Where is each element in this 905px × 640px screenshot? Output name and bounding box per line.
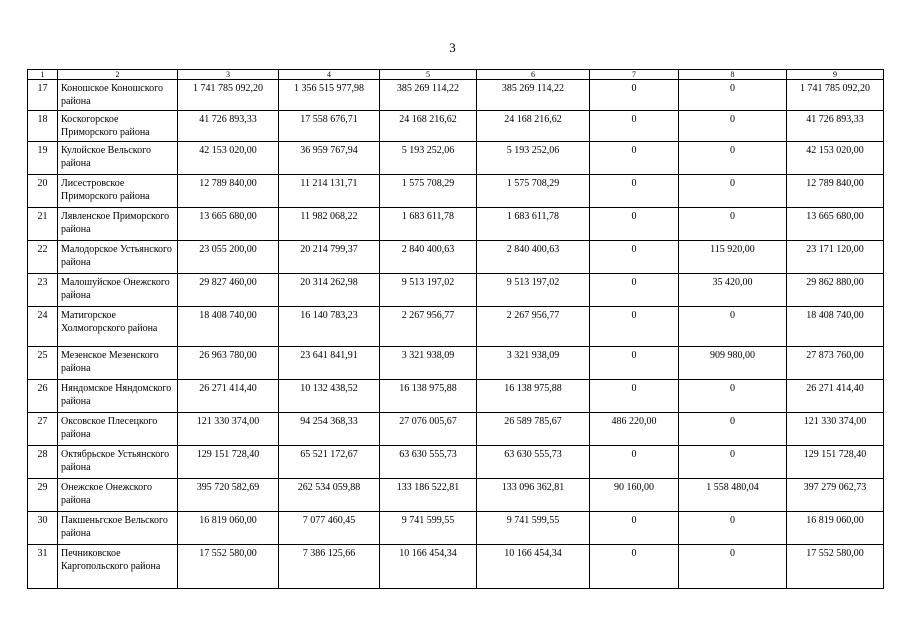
cell-value: 2 840 400,63 bbox=[380, 241, 477, 274]
column-header: 1 bbox=[28, 70, 58, 80]
cell-value: 1 356 515 977,98 bbox=[279, 80, 380, 111]
cell-value: 24 168 216,62 bbox=[380, 111, 477, 142]
row-number: 25 bbox=[28, 347, 58, 380]
cell-value: 29 862 880,00 bbox=[787, 274, 884, 307]
cell-value: 90 160,00 bbox=[590, 479, 679, 512]
cell-value: 10 166 454,34 bbox=[380, 545, 477, 589]
cell-value: 63 630 555,73 bbox=[477, 446, 590, 479]
cell-value: 2 267 956,77 bbox=[380, 307, 477, 347]
table-row bbox=[28, 479, 884, 512]
cell-value: 7 077 460,45 bbox=[279, 512, 380, 545]
row-number: 26 bbox=[28, 380, 58, 413]
cell-value: 7 386 125,66 bbox=[279, 545, 380, 589]
cell-value: 0 bbox=[590, 241, 679, 274]
table-row bbox=[28, 274, 884, 307]
table-row bbox=[28, 446, 884, 479]
cell-value: 0 bbox=[679, 111, 787, 142]
municipality-name: Мезенское Мезенского района bbox=[58, 347, 178, 380]
cell-value: 0 bbox=[679, 512, 787, 545]
page-number: 3 bbox=[449, 40, 456, 55]
cell-value: 11 214 131,71 bbox=[279, 175, 380, 208]
table-row bbox=[28, 413, 884, 446]
table-row bbox=[28, 512, 884, 545]
cell-value: 17 552 580,00 bbox=[178, 545, 279, 589]
cell-value: 16 138 975,88 bbox=[380, 380, 477, 413]
cell-value: 0 bbox=[590, 307, 679, 347]
cell-value: 26 589 785,67 bbox=[477, 413, 590, 446]
cell-value: 9 741 599,55 bbox=[477, 512, 590, 545]
cell-value: 1 558 480,04 bbox=[679, 479, 787, 512]
column-header: 4 bbox=[279, 70, 380, 80]
column-header: 8 bbox=[679, 70, 787, 80]
budget-table bbox=[27, 69, 884, 589]
cell-value: 10 132 438,52 bbox=[279, 380, 380, 413]
cell-value: 0 bbox=[679, 545, 787, 589]
cell-value: 65 521 172,67 bbox=[279, 446, 380, 479]
municipality-name: Малодорское Устьянского района bbox=[58, 241, 178, 274]
cell-value: 0 bbox=[679, 175, 787, 208]
cell-value: 20 314 262,98 bbox=[279, 274, 380, 307]
cell-value: 0 bbox=[590, 446, 679, 479]
cell-value: 23 055 200,00 bbox=[178, 241, 279, 274]
row-number: 29 bbox=[28, 479, 58, 512]
municipality-name: Матигорское Холмогорского района bbox=[58, 307, 178, 347]
cell-value: 23 641 841,91 bbox=[279, 347, 380, 380]
table-row bbox=[28, 208, 884, 241]
municipality-name: Лявленское Приморского района bbox=[58, 208, 178, 241]
cell-value: 133 096 362,81 bbox=[477, 479, 590, 512]
cell-value: 0 bbox=[679, 142, 787, 175]
row-number: 24 bbox=[28, 307, 58, 347]
cell-value: 2 840 400,63 bbox=[477, 241, 590, 274]
municipality-name: Кулойское Вельского района bbox=[58, 142, 178, 175]
column-header: 3 bbox=[178, 70, 279, 80]
column-header: 5 bbox=[380, 70, 477, 80]
municipality-name: Няндомское Няндомского района bbox=[58, 380, 178, 413]
row-number: 17 bbox=[28, 80, 58, 111]
municipality-name: Онежское Онежского района bbox=[58, 479, 178, 512]
cell-value: 42 153 020,00 bbox=[178, 142, 279, 175]
cell-value: 63 630 555,73 bbox=[380, 446, 477, 479]
cell-value: 94 254 368,33 bbox=[279, 413, 380, 446]
table-row bbox=[28, 347, 884, 380]
cell-value: 24 168 216,62 bbox=[477, 111, 590, 142]
cell-value: 42 153 020,00 bbox=[787, 142, 884, 175]
column-number-row bbox=[28, 70, 884, 80]
municipality-name: Печниковское Каргопольского района bbox=[58, 545, 178, 589]
cell-value: 20 214 799,37 bbox=[279, 241, 380, 274]
cell-value: 262 534 059,88 bbox=[279, 479, 380, 512]
cell-value: 12 789 840,00 bbox=[178, 175, 279, 208]
cell-value: 0 bbox=[590, 142, 679, 175]
row-number: 19 bbox=[28, 142, 58, 175]
cell-value: 18 408 740,00 bbox=[787, 307, 884, 347]
row-number: 28 bbox=[28, 446, 58, 479]
column-header: 7 bbox=[590, 70, 679, 80]
column-header: 2 bbox=[58, 70, 178, 80]
cell-value: 5 193 252,06 bbox=[477, 142, 590, 175]
column-header: 6 bbox=[477, 70, 590, 80]
table-row bbox=[28, 175, 884, 208]
cell-value: 1 575 708,29 bbox=[380, 175, 477, 208]
cell-value: 16 819 060,00 bbox=[178, 512, 279, 545]
row-number: 27 bbox=[28, 413, 58, 446]
cell-value: 3 321 938,09 bbox=[380, 347, 477, 380]
municipality-name: Малошуйское Онежского района bbox=[58, 274, 178, 307]
cell-value: 0 bbox=[590, 347, 679, 380]
cell-value: 17 558 676,71 bbox=[279, 111, 380, 142]
cell-value: 486 220,00 bbox=[590, 413, 679, 446]
cell-value: 0 bbox=[590, 274, 679, 307]
cell-value: 0 bbox=[679, 208, 787, 241]
cell-value: 13 665 680,00 bbox=[178, 208, 279, 241]
table-row bbox=[28, 111, 884, 142]
cell-value: 26 963 780,00 bbox=[178, 347, 279, 380]
cell-value: 9 513 197,02 bbox=[380, 274, 477, 307]
cell-value: 13 665 680,00 bbox=[787, 208, 884, 241]
cell-value: 9 741 599,55 bbox=[380, 512, 477, 545]
table-row bbox=[28, 545, 884, 589]
cell-value: 29 827 460,00 bbox=[178, 274, 279, 307]
cell-value: 0 bbox=[679, 413, 787, 446]
cell-value: 121 330 374,00 bbox=[178, 413, 279, 446]
cell-value: 23 171 120,00 bbox=[787, 241, 884, 274]
row-number: 21 bbox=[28, 208, 58, 241]
cell-value: 10 166 454,34 bbox=[477, 545, 590, 589]
cell-value: 27 076 005,67 bbox=[380, 413, 477, 446]
cell-value: 26 271 414,40 bbox=[178, 380, 279, 413]
table-row bbox=[28, 241, 884, 274]
row-number: 18 bbox=[28, 111, 58, 142]
cell-value: 1 683 611,78 bbox=[380, 208, 477, 241]
row-number: 23 bbox=[28, 274, 58, 307]
table-row bbox=[28, 142, 884, 175]
row-number: 20 bbox=[28, 175, 58, 208]
row-number: 22 bbox=[28, 241, 58, 274]
municipality-name: Оксовское Плесецкого района bbox=[58, 413, 178, 446]
cell-value: 115 920,00 bbox=[679, 241, 787, 274]
cell-value: 16 140 783,23 bbox=[279, 307, 380, 347]
table-row bbox=[28, 307, 884, 347]
cell-value: 41 726 893,33 bbox=[178, 111, 279, 142]
cell-value: 35 420,00 bbox=[679, 274, 787, 307]
cell-value: 0 bbox=[590, 111, 679, 142]
cell-value: 36 959 767,94 bbox=[279, 142, 380, 175]
cell-value: 1 683 611,78 bbox=[477, 208, 590, 241]
cell-value: 5 193 252,06 bbox=[380, 142, 477, 175]
municipality-name: Октябрьское Устьянского района bbox=[58, 446, 178, 479]
cell-value: 0 bbox=[590, 512, 679, 545]
cell-value: 0 bbox=[679, 80, 787, 111]
cell-value: 0 bbox=[590, 80, 679, 111]
cell-value: 0 bbox=[590, 380, 679, 413]
cell-value: 909 980,00 bbox=[679, 347, 787, 380]
cell-value: 16 138 975,88 bbox=[477, 380, 590, 413]
cell-value: 133 186 522,81 bbox=[380, 479, 477, 512]
cell-value: 395 720 582,69 bbox=[178, 479, 279, 512]
cell-value: 385 269 114,22 bbox=[477, 80, 590, 111]
cell-value: 2 267 956,77 bbox=[477, 307, 590, 347]
cell-value: 18 408 740,00 bbox=[178, 307, 279, 347]
cell-value: 1 741 785 092,20 bbox=[787, 80, 884, 111]
cell-value: 27 873 760,00 bbox=[787, 347, 884, 380]
table-row bbox=[28, 380, 884, 413]
cell-value: 397 279 062,73 bbox=[787, 479, 884, 512]
cell-value: 0 bbox=[679, 307, 787, 347]
cell-value: 41 726 893,33 bbox=[787, 111, 884, 142]
row-number: 31 bbox=[28, 545, 58, 589]
column-header: 9 bbox=[787, 70, 884, 80]
cell-value: 0 bbox=[679, 446, 787, 479]
cell-value: 0 bbox=[590, 175, 679, 208]
row-number: 30 bbox=[28, 512, 58, 545]
municipality-name: Коскогорское Приморского района bbox=[58, 111, 178, 142]
cell-value: 16 819 060,00 bbox=[787, 512, 884, 545]
municipality-name: Коношское Коношского района bbox=[58, 80, 178, 111]
table-row bbox=[28, 80, 884, 111]
municipality-name: Лисестровское Приморского района bbox=[58, 175, 178, 208]
cell-value: 17 552 580,00 bbox=[787, 545, 884, 589]
cell-value: 129 151 728,40 bbox=[787, 446, 884, 479]
cell-value: 1 575 708,29 bbox=[477, 175, 590, 208]
cell-value: 1 741 785 092,20 bbox=[178, 80, 279, 111]
municipality-name: Пакшеньгское Вельского района bbox=[58, 512, 178, 545]
cell-value: 385 269 114,22 bbox=[380, 80, 477, 111]
cell-value: 26 271 414,40 bbox=[787, 380, 884, 413]
cell-value: 121 330 374,00 bbox=[787, 413, 884, 446]
cell-value: 0 bbox=[590, 208, 679, 241]
cell-value: 11 982 068,22 bbox=[279, 208, 380, 241]
cell-value: 0 bbox=[590, 545, 679, 589]
cell-value: 129 151 728,40 bbox=[178, 446, 279, 479]
cell-value: 0 bbox=[679, 380, 787, 413]
cell-value: 3 321 938,09 bbox=[477, 347, 590, 380]
cell-value: 9 513 197,02 bbox=[477, 274, 590, 307]
cell-value: 12 789 840,00 bbox=[787, 175, 884, 208]
